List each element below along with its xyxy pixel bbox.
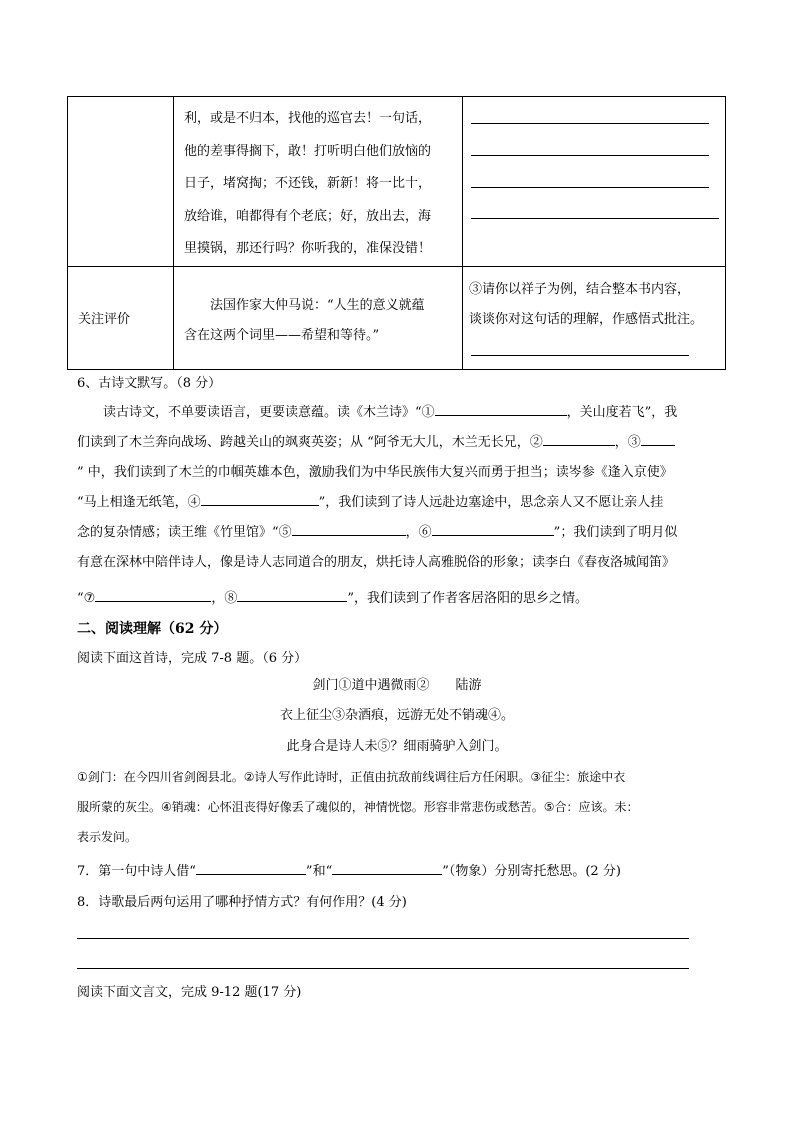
q6-line6: 有意在深林中陪伴诗人，像是诗人志同道合的朋友，烘托诗人高雅脱俗的形象；读李白《春夜洛城闻笛》 bbox=[77, 555, 676, 570]
poem-note: ①剑门：在今四川省剑阁县北。②诗人写作此诗时，正值由抗敌前线调往后方任闲职。③征尘：旅途中衣 bbox=[77, 770, 626, 784]
q6-line1: 读古诗文，不单要读语言，更要读意蕴。读《木兰诗》“① ，关山度若飞”，我 bbox=[103, 401, 677, 420]
poem-intro: 阅读下面这首诗，完成 7-8 题。（6 分） bbox=[77, 651, 308, 666]
question-8: 8．诗歌最后两句运用了哪种抒情方式？有何作用？(4 分) bbox=[77, 895, 407, 910]
quote-cell bbox=[174, 266, 463, 369]
poem-note: 服所蒙的灰尘。④销魂：心怀沮丧得好像丢了魂似的，神情恍惚。形容非常悲伤或愁苦。⑤合：应该。未： bbox=[77, 800, 639, 814]
q6-line2: 们读到了木兰奔向战场、跨越关山的飒爽英姿；从 “阿爷无大儿，木兰无长兄，② ，③ bbox=[77, 431, 675, 450]
answer-line[interactable] bbox=[471, 218, 719, 219]
blank-7[interactable] bbox=[95, 587, 211, 602]
table-cell-empty bbox=[68, 97, 174, 267]
text-excerpt-cell bbox=[174, 97, 463, 267]
excerpt-line: 利，或是不归本，找他的巡官去！一句话， bbox=[184, 111, 432, 126]
blank-q7-1[interactable] bbox=[196, 860, 306, 875]
blank-4[interactable] bbox=[201, 491, 319, 506]
blank-1[interactable] bbox=[435, 401, 567, 416]
excerpt-line: 放给谁，咱都得有个老底；好，放出去，海 bbox=[184, 208, 432, 224]
quote-line: 法国作家大仲马说：“人生的意义就蕴 bbox=[210, 297, 425, 313]
answer-line[interactable] bbox=[77, 938, 689, 939]
q6-line4: “马上相逢无纸笔，④ ”，我们读到了诗人远赴边塞途中，思念亲人又不愿让亲人挂 bbox=[77, 491, 663, 510]
blank-8[interactable] bbox=[237, 587, 347, 602]
q6-title: 6、古诗文默写。（8 分） bbox=[77, 376, 222, 391]
answer-line[interactable] bbox=[77, 968, 689, 969]
excerpt-line: 里摸锅，那还行吗？你听我的，准保没错！ bbox=[184, 241, 432, 256]
blank-2[interactable] bbox=[543, 431, 615, 446]
question-7: 7．第一句中诗人借“ ”和“ ”（物象）分别寄托愁思。(2 分) bbox=[77, 860, 621, 879]
quote-line: 含在这两个词里——希望和等待。” bbox=[184, 327, 380, 343]
poem-line: 衣上征尘③杂酒痕，远游无处不销魂④。 bbox=[279, 708, 514, 723]
poem-line: 此身合是诗人未⑤？细雨骑驴入剑门。 bbox=[286, 739, 508, 754]
answer-line[interactable] bbox=[471, 187, 709, 188]
poem-title: 剑门①道中遇微雨② 陆游 bbox=[312, 678, 482, 693]
answer-line[interactable] bbox=[471, 123, 709, 124]
answer-cell[interactable] bbox=[463, 97, 726, 267]
reading-table bbox=[67, 96, 726, 370]
q6-line5: 念的复杂情感；读王维《竹里馆》“⑤ ，⑥ ”；我们读到了明月似 bbox=[77, 521, 677, 540]
q6-line7: “⑦ ，⑧ ”，我们读到了作者客居洛阳的思乡之情。 bbox=[77, 587, 588, 606]
task-line: 谈谈你对这句话的理解，作感悟式批注。 bbox=[469, 311, 704, 327]
category-label: 关注评价 bbox=[78, 312, 131, 327]
q6-line3: ” 中，我们读到了木兰的巾帼英雄本色，激励我们为中华民族伟大复兴而勇于担当；读岑参《逢入京使》 bbox=[77, 465, 673, 480]
section-title: 二、阅读理解（62 分） bbox=[77, 621, 228, 637]
classical-intro: 阅读下面文言文，完成 9-12 题(17 分) bbox=[77, 985, 302, 1000]
blank-3[interactable] bbox=[641, 431, 675, 446]
answer-line[interactable] bbox=[471, 355, 689, 356]
task-cell[interactable] bbox=[463, 266, 726, 369]
blank-q7-2[interactable] bbox=[332, 860, 442, 875]
answer-line[interactable] bbox=[471, 155, 709, 156]
poem-note: 表示发问。 bbox=[77, 830, 138, 844]
excerpt-line: 他的差事得搁下，敢！打听明白他们放恼的 bbox=[184, 143, 432, 159]
blank-5[interactable] bbox=[292, 521, 406, 536]
category-label-cell bbox=[68, 266, 174, 369]
blank-6[interactable] bbox=[432, 521, 554, 536]
excerpt-line: 日子，堵窝掏；不还钱，新新！将一比十， bbox=[184, 176, 432, 191]
task-line: ③请你以祥子为例，结合整本书内容， bbox=[469, 281, 691, 297]
